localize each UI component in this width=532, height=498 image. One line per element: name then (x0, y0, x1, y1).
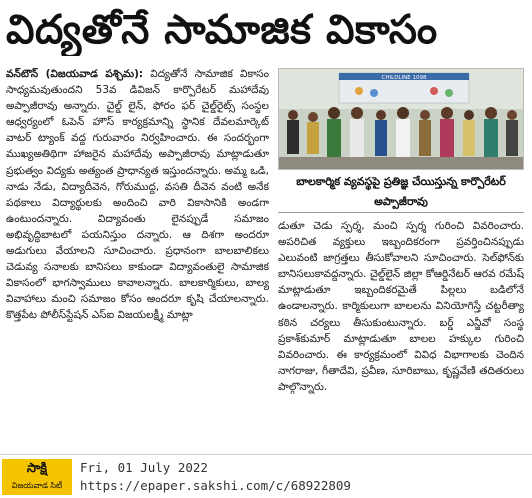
footer-meta (80, 459, 520, 495)
publish-date: Fri, 01 July 2022 (80, 460, 208, 475)
article-body-left-text: విద్యతోనే సామాజిక వికాసం సాధ్యమవుతుందని 53వ డివిజన్ కార్పొరేటర్ మహాదేవు అప్పాజీరావు అన్నారు. చైల్డ్ లైన్, ఫోరం ఫర్ చైల్డ్‌రైట్స్ సంస్థల ఆధ్వర్యంలో ఓపెన్ హౌస్ కార్యక్రమాన్ని స్థానిక దేవలమార్కెట్ వాటర్ ట్యాంక్ వద్ద గురువారం నిర్వహించారు. ఈ సందర్భంగా ముఖ్యఅతిథిగా హాజరైన మహాదేవు అప్పాజీరావు మాట్లాడుతూ ప్రభుత్వం విద్యకు అత్యంత ప్రాధాన్యత ఇస్తుందన్నారు. అమ్మ ఒడి, నాడు నేడు, విద్యాదీవెన, గోరుముద్ద, వసతి దీవెన వంటి అనేక పథకాలు విద్యార్థులకు అందించి వారి వికాసానికి అండగా ఉంటుందన్నారు. విద్యావంతు లైనప్పుడే సమాజం అభివృద్ధిబాటలో పయనిస్తుం దన్నారు. ఆ దిశగా అందరూ అడుగులు వేయాలని సూచించారు. ప్రధానంగా బాలబాలికలు చెడువ్య సనాలకు బానిసలు కాకుండా విద్యావంతులై సామాజిక వికాసంలో భాగస్వాములు కావాలన్నారు. బాలకార్మికులు, బాల్య వివాహాలు మంచి సమాజం కోసం అందరూ కృషి చేయాలన్నారు. కొత్తపేట పోలీస్‌స్టేషన్ ఎస్ఐ విజయలక్ష్మీ మాట్లా (6, 68, 269, 322)
photo-caption: బాలకార్మిక వ్యవస్థపై ప్రతిజ్ఞ చేయిస్తున్న కార్పొరేటర్ అప్పాజీరావు (278, 172, 524, 213)
sakshi-logo[interactable] (2, 459, 72, 495)
epaper-footer (0, 454, 532, 498)
article-body-left (6, 66, 269, 444)
photo-banner-text: CHILDLINE 1098 (381, 75, 427, 81)
article-headline: విద్యతోనే సామాజిక వికాసం (6, 7, 438, 53)
article-dateline: వన్‌టౌన్ (విజయవాడ పశ్చిమ): (6, 68, 144, 80)
logo-title: సాక్షి (26, 461, 48, 476)
article-body-right: డుతూ చెడు స్పర్శ, మంచి స్పర్శ గురించి వివరించారు. అపరిచిత వ్యక్తులు ఇబ్బందికరంగా ప్రవర్తించినప్పుడు ఎలువంటి జాగ్రత్తలు తీసుకోవాలని సూచించారు. సెల్‌ఫోన్‌కు బానిసలుకావద్దన్నారు. చైల్డ్‌లైన్ జిల్లా కోఆర్డినేటర్ ఆరవ రమేష్ మాట్లాడుతూ ఇబ్బందికరమైతే పిల్లలు బడిలోనే ఉండాలన్నారు. కార్మికులుగా బాలలను వినియోగిస్తే చట్టరీత్యా కఠిన చర్యలు తీసుకుంటున్నారు. బర్డ్ ఎన్జీవో సంస్థ ప్రకాశ్‌కుమార్ మాట్లాడుతూ బాలల హక్కుల గురించి వివరించారు. ఈ కార్యక్రమంలో వివిధ విభాగాలకు చెందిన నాగరాజు, గీతాదేవి, ప్రవీణ, సూరిబాబు, కృష్ణవేణి తదితరులు పాల్గొన్నారు. (278, 220, 524, 393)
article-photo (278, 68, 524, 170)
logo-edition: విజయవాడ సిటీ (11, 481, 63, 490)
epaper-url[interactable]: https://epaper.sakshi.com/c/68922809 (80, 478, 351, 493)
